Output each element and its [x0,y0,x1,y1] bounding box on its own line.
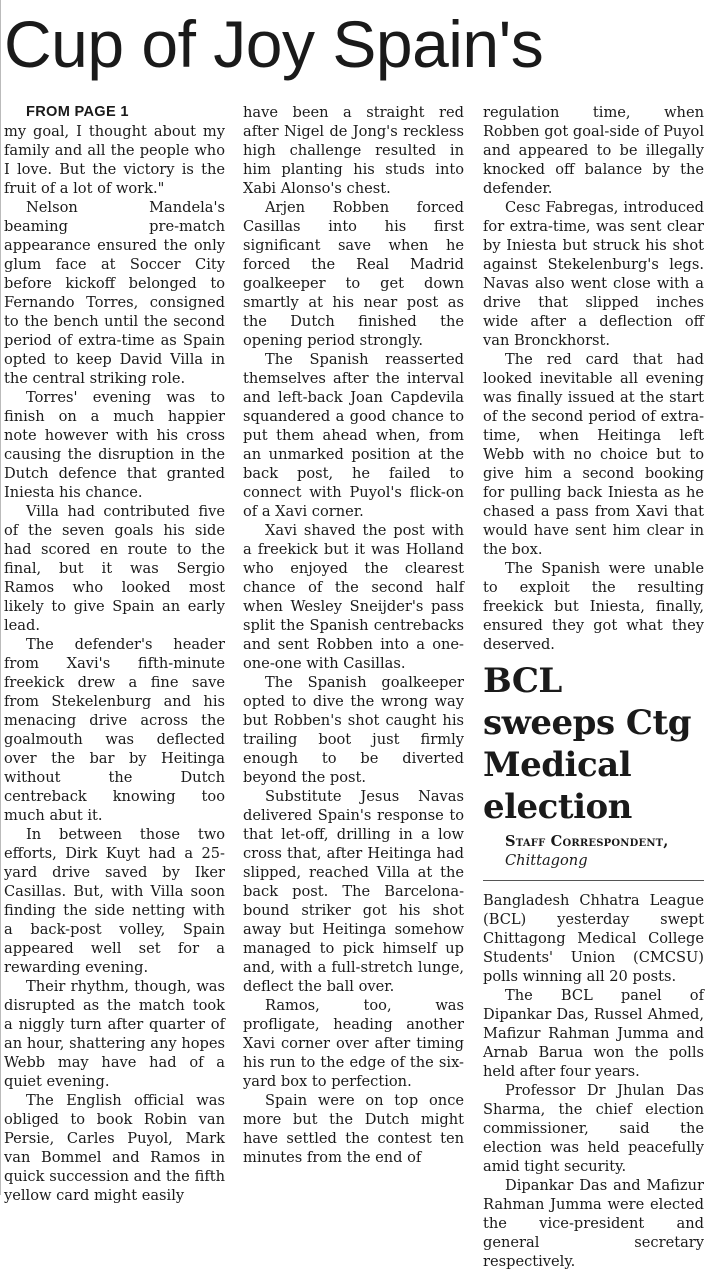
continued-from-kicker: FROM PAGE 1 [26,104,129,120]
article-paragraph: regulation time, when Robben got goal-side of Puyol and appeared to be illegally knocked off balance by the defender. [483,104,704,197]
article-paragraph: In between those two efforts, Dirk Kuyt had a 25-yard drive saved by Iker Casillas. But, with Villa soon finding the side netting with a back-post volley, Spain appeared well set for a rewarding evening. [4,826,225,976]
article-column-2 [243,103,464,1195]
article-paragraph: Nelson Mandela's beaming pre-match appearance ensured the only glum face at Soccer City before kickoff belonged to Fernando Torres, consigned to the bench until the second period of extra-time as Spain opted to keep David Villa in the central striking role. [4,199,225,387]
byline [483,832,704,870]
story2-paragraph: Dipankar Das and Mafizur Rahman Jumma were elected the vice-president and general secretary respectively. [483,1177,704,1270]
story2-paragraph: Professor Dr Jhulan Das Sharma, the chief election commissioner, said the election was held peacefully amid tight security. [483,1082,704,1175]
article-paragraph: my goal, I thought about my family and all the people who I love. But the victory is the fruit of a lot of work." [4,123,225,197]
article-paragraph: Ramos, too, was profligate, heading another Xavi corner over after timing his run to the edge of the six-yard box to perfection. [243,997,464,1090]
page-headline: Cup of Joy Spain's [4,7,544,81]
article-column-3 [483,103,704,1270]
article-paragraph: The Spanish reasserted themselves after the interval and left-back Joan Capdevila squandered a good chance to put them ahead when, from an unmarked position at the back post, he failed to connect with Puyol's flick-on of a Xavi corner. [243,351,464,520]
article-paragraph: Villa had contributed five of the seven goals his side had scored en route to the final, but it was Sergio Ramos who looked most likely to give Spain an early lead. [4,503,225,634]
article-paragraph: Arjen Robben forced Casillas into his first significant save when he forced the Real Madrid goalkeeper to get down smartly at his near post as the Dutch finished the opening period strongly. [243,199,464,349]
article-paragraph: Cesc Fabregas, introduced for extra-time, was sent clear by Iniesta but struck his shot against Stekelenburg's legs. Navas also went close with a drive that slipped inches wide after a deflection off van Bronckhorst. [483,199,704,349]
article-paragraph: Spain were on top once more but the Dutch might have settled the contest ten minutes from the end of [243,1092,464,1166]
article-paragraph: The English official was obliged to book Robin van Persie, Carles Puyol, Mark van Bommel and Ramos in quick succession and the fifth yellow card might easily [4,1092,225,1204]
article-column-1 [4,103,225,1204]
article-paragraph: Torres' evening was to finish on a much happier note however with his cross causing the disruption in the Dutch defence that granted Iniesta his chance. [4,389,225,501]
byline-divider [483,880,704,881]
article-paragraph: The defender's header from Xavi's fifth-minute freekick drew a fine save from Stekelenburg and his menacing drive across the goalmouth was deflected over the bar by Heitinga without the Dutch centreback knowing too much abut it. [4,636,225,824]
article-paragraph: The red card that had looked inevitable all evening was finally issued at the start of the second period of extra-time, when Heitinga left Webb with no choice but to give him a second booking for pulling back Iniesta as he chased a pass from Xavi that would have sent him clear in the box. [483,351,704,558]
byline-place: Chittagong [505,852,588,869]
left-margin-rule [0,0,1,1195]
article-paragraph: have been a straight red after Nigel de Jong's reckless high challenge resulted in him planting his studs into Xabi Alonso's chest. [243,104,464,197]
story2-paragraph: Bangladesh Chhatra League (BCL) yesterday swept Chittagong Medical College Students' Union (CMCSU) polls winning all 20 posts. [483,892,704,985]
story2-paragraph: The BCL panel of Dipankar Das, Russel Ahmed, Mafizur Rahman Jumma and Arnab Barua won the polls held after four years. [483,987,704,1080]
article-paragraph: Xavi shaved the post with a freekick but it was Holland who enjoyed the clearest chance of the second half when Wesley Sneijder's pass split the Spanish centrebacks and sent Robben into a one-one-one with Casillas. [243,522,464,672]
byline-name: Staff Correspondent, [505,833,669,850]
secondary-story-headline: BCL sweeps Ctg Medical election [483,661,691,827]
article-paragraph: Their rhythm, though, was disrupted as the match took a niggly turn after quarter of an hour, shattering any hopes Webb may have had of a quiet evening. [4,978,225,1090]
article-paragraph: The Spanish were unable to exploit the resulting freekick but Iniesta, finally, ensured they got what they deserved. [483,560,704,653]
article-paragraph: The Spanish goalkeeper opted to dive the wrong way but Robben's shot caught his trailing boot just firmly enough to be diverted beyond the post. [243,674,464,786]
article-paragraph: Substitute Jesus Navas delivered Spain's response to that let-off, drilling in a low cross that, after Heitinga had slipped, reached Villa at the back post. The Barcelona-bound striker got his shot away but Heitinga somehow managed to pick himself up and, with a full-stretch lunge, deflect the ball over. [243,788,464,995]
